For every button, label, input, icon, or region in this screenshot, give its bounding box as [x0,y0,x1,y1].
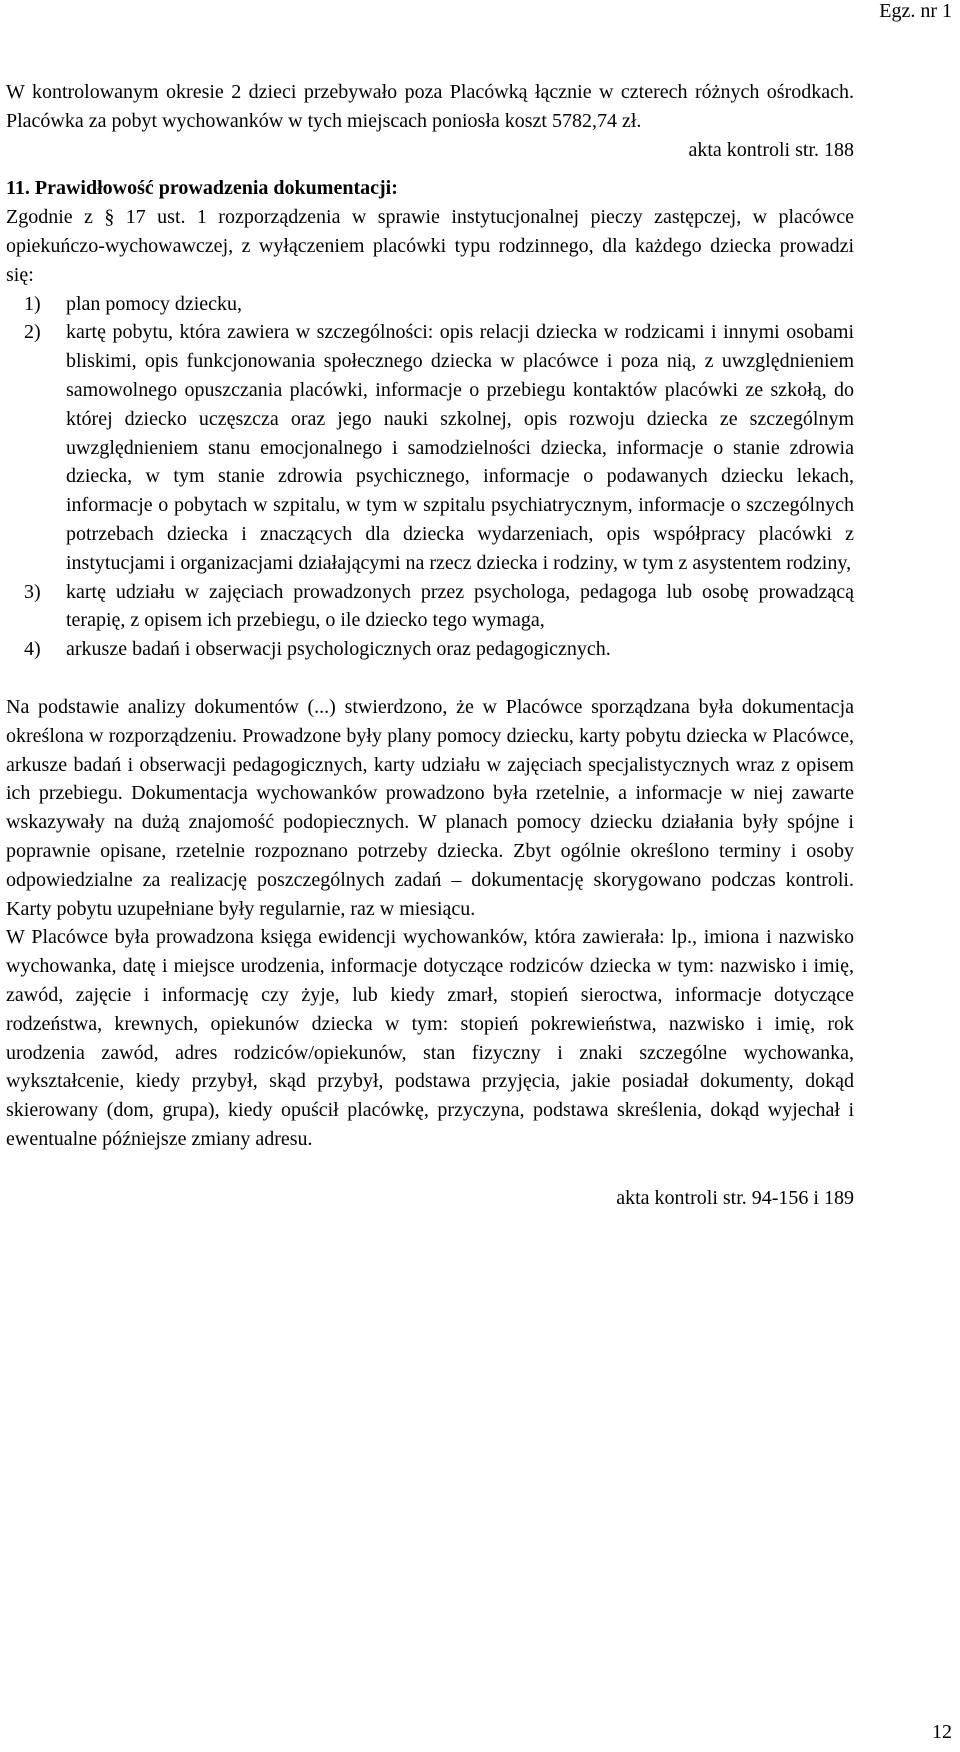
intro-reference: akta kontroli str. 188 [688,138,854,161]
list-item-number: 1) [24,292,41,315]
paragraph-spacer [6,664,854,693]
list-item-number: 4) [24,638,41,661]
list-item [6,318,854,577]
list-item-number: 3) [24,580,41,603]
copy-number-label: Egz. nr 1 [879,0,952,22]
page-number: 12 [932,1721,952,1743]
section-reference: akta kontroli str. 94-156 i 189 [616,1186,854,1209]
list-item-text: kartę udziału w zajęciach prowadzonych przez psychologa, pedagoga lub osobę prowadzącą terapię, z opisem ich przebiegu, o ile dziecko tego wymaga, [66,580,854,632]
document-body [6,78,854,1212]
section-heading: 11. Prawidłowość prowadzenia dokumentacji: [6,177,398,200]
list-item-text: arkusze badań i obserwacji psychologicznych oraz pedagogicznych. [66,638,611,661]
list-item-text: kartę pobytu, która zawiera w szczególności: opis relacji dziecka w rodzicami i innymi osobami bliskimi, opis funkcjonowania społecznego dziecka w placówce i poza nią, z uwzględnieniem samowolnego opuszczania placówki, informacje o przebiegu kontaktów placówki ze szkołą, do której dziecko uczęszcza oraz jego nauki szkolnej, opis rozwoju dziecka ze szczególnym uwzględnieniem stanu emocjonalnego i samodzielności dziecka, informacje o stanie zdrowia dziecka, w tym stanie zdrowia psychicznego, informacje o podawanych dziecku lekach, informacje o pobytach w szpitalu, w tym w szpitalu psychiatrycznym, informacje o szczególnych potrzebach dziecka i znaczących dla dziecka wydarzeniach, opis współpracy placówki z instytucjami i organizacjami działającymi na rzecz dziecka i rodziny, w tym z asystentem rodziny, [66,321,854,574]
findings-paragraph: Na podstawie analizy dokumentów (...) stwierdzono, że w Placówce sporządzana była dokumentacja określona w rozporządzeniu. Prowadzone były plany pomocy dziecku, karty pobytu dziecka w Placówce, arkusze badań i obserwacji pedagogicznych, karty udziału w zajęciach specjalistycznych wraz z opisem ich przebiegu. Dokumentacja wychowanków prowadzono była rzetelnie, a informacje w niej zawarte wskazywały na dużą znajomość podopiecznych. W planach pomocy dziecku działania były spójne i poprawnie opisane, rzetelnie rozpoznano potrzeby dziecka. Zbyt ogólnie określono terminy i osoby odpowiedzialne za realizację poszczególnych zadań – dokumentację skorygowano podczas kontroli. Karty pobytu uzupełniane były regularnie, raz w miesiącu. [6,695,854,920]
list-item [6,290,854,319]
list-item [6,635,854,664]
list-item-number: 2) [24,321,41,344]
documentation-list [6,290,854,664]
intro-paragraph: W kontrolowanym okresie 2 dzieci przebywało poza Placówką łącznie w czterech różnych ośrodkach. Placówka za pobyt wychowanków w tych miejscach poniosła koszt 5782,74 zł. [6,81,854,132]
list-item-text: plan pomocy dziecku, [66,292,243,315]
section-lead-paragraph: Zgodnie z § 17 ust. 1 rozporządzenia w sprawie instytucjonalnej pieczy zastępczej, w placówce opiekuńczo-wychowawczej, z wyłączeniem placówki typu rodzinnego, dla każdego dziecka prowadzi się: [6,206,854,286]
register-paragraph: W Placówce była prowadzona księga ewidencji wychowanków, która zawierała: lp., imiona i nazwisko wychowanka, datę i miejsce urodzenia, informacje dotyczące rodziców dziecka w tym: nazwisko i imię, zawód, zajęcie i informację czy żyje, lub kiedy zmarł, stopień sieroctwa, informacje dotyczące rodzeństwa, krewnych, opiekunów dziecka w tym: stopień pokrewieństwa, nazwisko i imię, rok urodzenia zawód, adres rodziców/opiekunów, stan fizyczny i znaki szczególne wychowanka, wykształcenie, kiedy przybył, skąd przybył, podstawa przyjęcia, jakie posiadał dokumenty, dokąd skierowany (dom, grupa), kiedy opuścił placówkę, przyczyna, podstawa skreślenia, dokąd wyjechał i ewentualne późniejsze zmiany adresu. [6,926,854,1150]
list-item [6,578,854,636]
